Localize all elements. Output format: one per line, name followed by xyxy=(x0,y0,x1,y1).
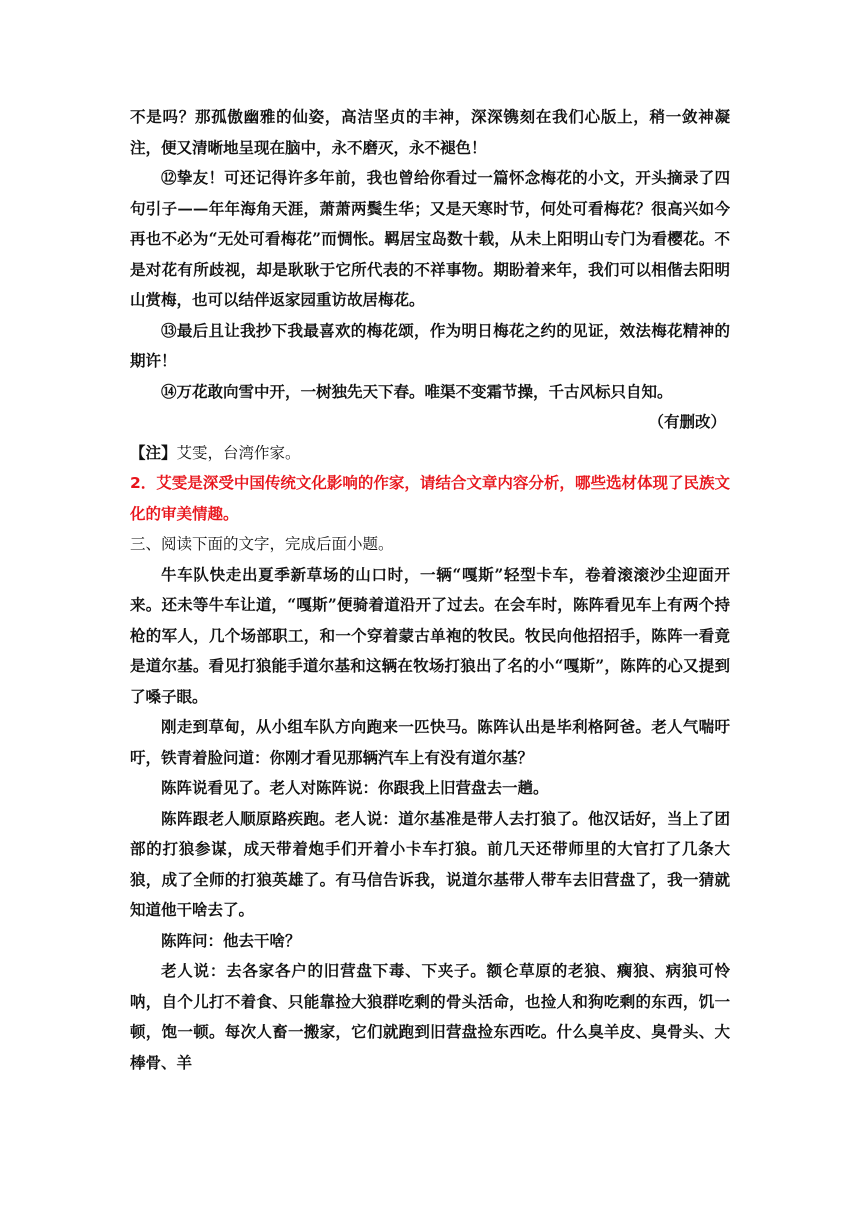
source-note: （有删改） xyxy=(648,412,726,431)
story-paragraph-1: 牛车队快走出夏季新草场的山口时，一辆“嘎斯”轻型卡车，卷着滚滚沙尘迎面开来。还未等牛车让道，“嘎斯”便骑着道沿开了过去。在会车时，陈阵看见车上有两个持枪的军人，几个场部职工，和一个穿着蒙古单袍的牧民。牧民向他招招手，陈阵一看竟是道尔基。看见打狼能手道尔基和这辆在牧场打狼出了名的小“嘎斯”，陈阵的心又提到了嗓子眼。 xyxy=(130,564,730,706)
author-note xyxy=(130,438,730,469)
note-tag: 【注】 xyxy=(130,443,177,462)
section-title: 三、阅读下面的文字，完成后面小题。 xyxy=(130,535,394,553)
story-paragraph-4: 陈阵跟老人顺原路疾跑。老人说：道尔基准是带人去打狼了。他汉话好，当上了团部的打狼参谋，成天带着炮手们开着小卡车打狼。前几天还带师里的大官打了几条大狼，成了全师的打狼英雄了。有马信告诉我，说道尔基带人带车去旧营盘了，我一猜就知道他干啥去了。 xyxy=(130,808,730,919)
story-paragraph-3: 陈阵说看见了。老人对陈阵说：你跟我上旧营盘去一趟。 xyxy=(161,778,549,797)
document-page xyxy=(130,102,730,1078)
note-text: 艾雯，台湾作家。 xyxy=(176,443,301,462)
story-paragraph-6: 老人说：去各家各户的旧营盘下毒、下夹子。额仑草原的老狼、瘸狼、病狼可怜呐，自个儿打不着食、只能靠捡大狼群吃剩的骨头活命，也捡人和狗吃剩的东西，饥一顿，饱一顿。每次人畜一搬家，它们就跑到旧营盘捡东西吃。什么臭羊皮、臭骨头、大棒骨、羊 xyxy=(130,961,730,1072)
question-2: 2．艾雯是深受中国传统文化影响的作家，请结合文章内容分析，哪些选材体现了民族文化的审美情趣。 xyxy=(130,474,730,523)
paragraph-14: ⑭万花敢向雪中开，一树独先天下春。唯渠不变霜节操，千古风标只自知。 xyxy=(161,381,673,401)
paragraph-continuation: 不是吗？那孤傲幽雅的仙姿，高洁坚贞的丰神，深深镌刻在我们心版上，稍一敛神凝注，便又清晰地呈现在脑中，永不磨灭，永不褪色！ xyxy=(130,107,730,157)
paragraph-12: ⑫挚友！可还记得许多年前，我也曾给你看过一篇怀念梅花的小文，开头摘录了四句引子——年年海角天涯，萧萧两鬓生华；又是天寒时节，何处可看梅花？很高兴如今再也不必为“无处可看梅花”而惆怅。羁居宝岛数十载，从未上阳明山专门为看樱花。不是对花有所歧视，却是耿耿于它所代表的不祥事物。期盼着来年，我们可以相偕去阳明山赏梅，也可以结伴返家园重访故居梅花。 xyxy=(130,168,730,309)
story-paragraph-2: 刚走到草甸，从小组车队方向跑来一匹快马。陈阵认出是毕利格阿爸。老人气喘吁吁，铁青着脸问道：你刚才看见那辆汽车上有没有道尔基？ xyxy=(130,717,730,767)
paragraph-13: ⑬最后且让我抄下我最喜欢的梅花颂，作为明日梅花之约的见证，效法梅花精神的期许！ xyxy=(130,320,730,370)
story-paragraph-5: 陈阵问：他去干啥？ xyxy=(161,930,301,950)
